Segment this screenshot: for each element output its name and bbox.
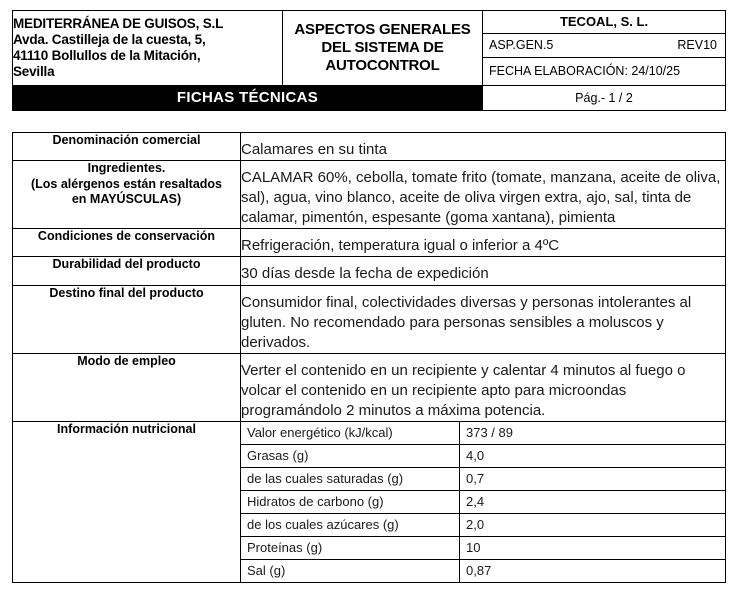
table-row-durabilidad — [13, 257, 726, 285]
ficha-tecnica-table — [12, 132, 726, 583]
row-value-ingredientes: CALAMAR 60%, cebolla, tomate frito (tomate, manzana, aceite de oliva, sal), agua, vino blanco, aceite de oliva virgen extra, ajo, sal, tinta de calamar, pimentón, espesante (goma xantana), pimienta — [241, 161, 726, 229]
table-row-denominacion — [13, 133, 726, 161]
nutrition-row — [241, 537, 725, 560]
nutrition-name: Hidratos de carbono (g) — [241, 491, 460, 514]
document-title-line-3: AUTOCONTROL — [325, 56, 440, 74]
row-label-denominacion: Denominación comercial — [13, 133, 241, 161]
document-header — [12, 10, 726, 111]
client-name: TECOAL, S. L. — [483, 11, 725, 34]
page-number: Pág.- 1 / 2 — [575, 90, 633, 105]
row-label-informacion-nutricional: Información nutricional — [13, 422, 241, 583]
row-value-conservacion: Refrigeración, temperatura igual o inferior a 4ºC — [241, 229, 726, 257]
fichas-tecnicas-cell — [13, 86, 483, 111]
row-value-durabilidad: 30 días desde la fecha de expedición — [241, 257, 726, 285]
nutrition-row — [241, 514, 725, 537]
nutrition-name: de los cuales azúcares (g) — [241, 514, 460, 537]
nutrition-row — [241, 491, 725, 514]
company-line-3: 41110 Bollullos de la Mitación, — [13, 48, 201, 63]
nutrition-name: Grasas (g) — [241, 445, 460, 468]
table-row-conservacion — [13, 229, 726, 257]
row-label-destino: Destino final del producto — [13, 285, 241, 353]
nutrition-name: Valor energético (kJ/kcal) — [241, 422, 460, 445]
nutrition-name: de las cuales saturadas (g) — [241, 468, 460, 491]
table-row-modo-empleo — [13, 353, 726, 421]
company-block — [13, 11, 283, 86]
nutrition-value: 0,87 — [460, 560, 726, 583]
nutrition-value: 4,0 — [460, 445, 726, 468]
nutrition-value: 2,4 — [460, 491, 726, 514]
row-label-conservacion: Condiciones de conservación — [13, 229, 241, 257]
company-line-1: MEDITERRÁNEA DE GUISOS, S.L — [13, 16, 224, 32]
nutrition-table — [241, 422, 725, 582]
header-right-block — [483, 11, 726, 86]
company-line-4: Sevilla — [13, 63, 55, 79]
header-bottom-row — [13, 86, 726, 111]
document-revision: REV10 — [677, 38, 717, 52]
nutrition-value: 373 / 89 — [460, 422, 726, 445]
nutrition-name: Sal (g) — [241, 560, 460, 583]
nutrition-row — [241, 445, 725, 468]
table-row-ingredientes — [13, 161, 726, 229]
fichas-tecnicas-banner: FICHAS TÉCNICAS — [13, 86, 482, 110]
nutrition-name: Proteínas (g) — [241, 537, 460, 560]
fecha-elaboracion: FECHA ELABORACIÓN: 24/10/25 — [489, 64, 681, 78]
document-code-row — [483, 34, 725, 58]
header-top-row — [13, 11, 726, 86]
row-label-ingredientes-line-2: (Los alérgenos están resaltados — [30, 176, 223, 191]
nutrition-row — [241, 560, 725, 583]
row-label-modo-empleo: Modo de empleo — [13, 353, 241, 421]
nutrition-row — [241, 468, 725, 491]
nutrition-table-cell — [241, 422, 726, 583]
document-title-line-1: ASPECTOS GENERALES — [294, 21, 471, 39]
nutrition-value: 2,0 — [460, 514, 726, 537]
row-label-ingredientes — [13, 161, 241, 229]
nutrition-row — [241, 422, 725, 445]
page-number-cell — [483, 86, 726, 111]
company-line-2: Avda. Castilleja de la cuesta, 5, — [13, 32, 206, 48]
table-row-informacion-nutricional — [13, 422, 726, 583]
nutrition-value: 0,7 — [460, 468, 726, 491]
row-label-ingredientes-line-1: Ingredientes. — [87, 161, 166, 176]
document-title-line-2: DEL SISTEMA DE — [321, 39, 444, 57]
row-label-ingredientes-line-3: en MAYÚSCULAS) — [71, 192, 182, 207]
document-code: ASP.GEN.5 — [489, 38, 554, 52]
document-title — [283, 11, 483, 86]
row-value-modo-empleo: Verter el contenido en un recipiente y calentar 4 minutos al fuego o volcar el contenido en un recipiente apto para microondas programándolo 2 minutos a máxima potencia. — [241, 353, 726, 421]
row-value-denominacion: Calamares en su tinta — [241, 133, 726, 161]
nutrition-value: 10 — [460, 537, 726, 560]
table-row-destino — [13, 285, 726, 353]
row-value-destino: Consumidor final, colectividades diversas y personas intolerantes al gluten. No recomendado para personas sensibles a moluscos y derivados. — [241, 285, 726, 353]
row-label-durabilidad: Durabilidad del producto — [13, 257, 241, 285]
